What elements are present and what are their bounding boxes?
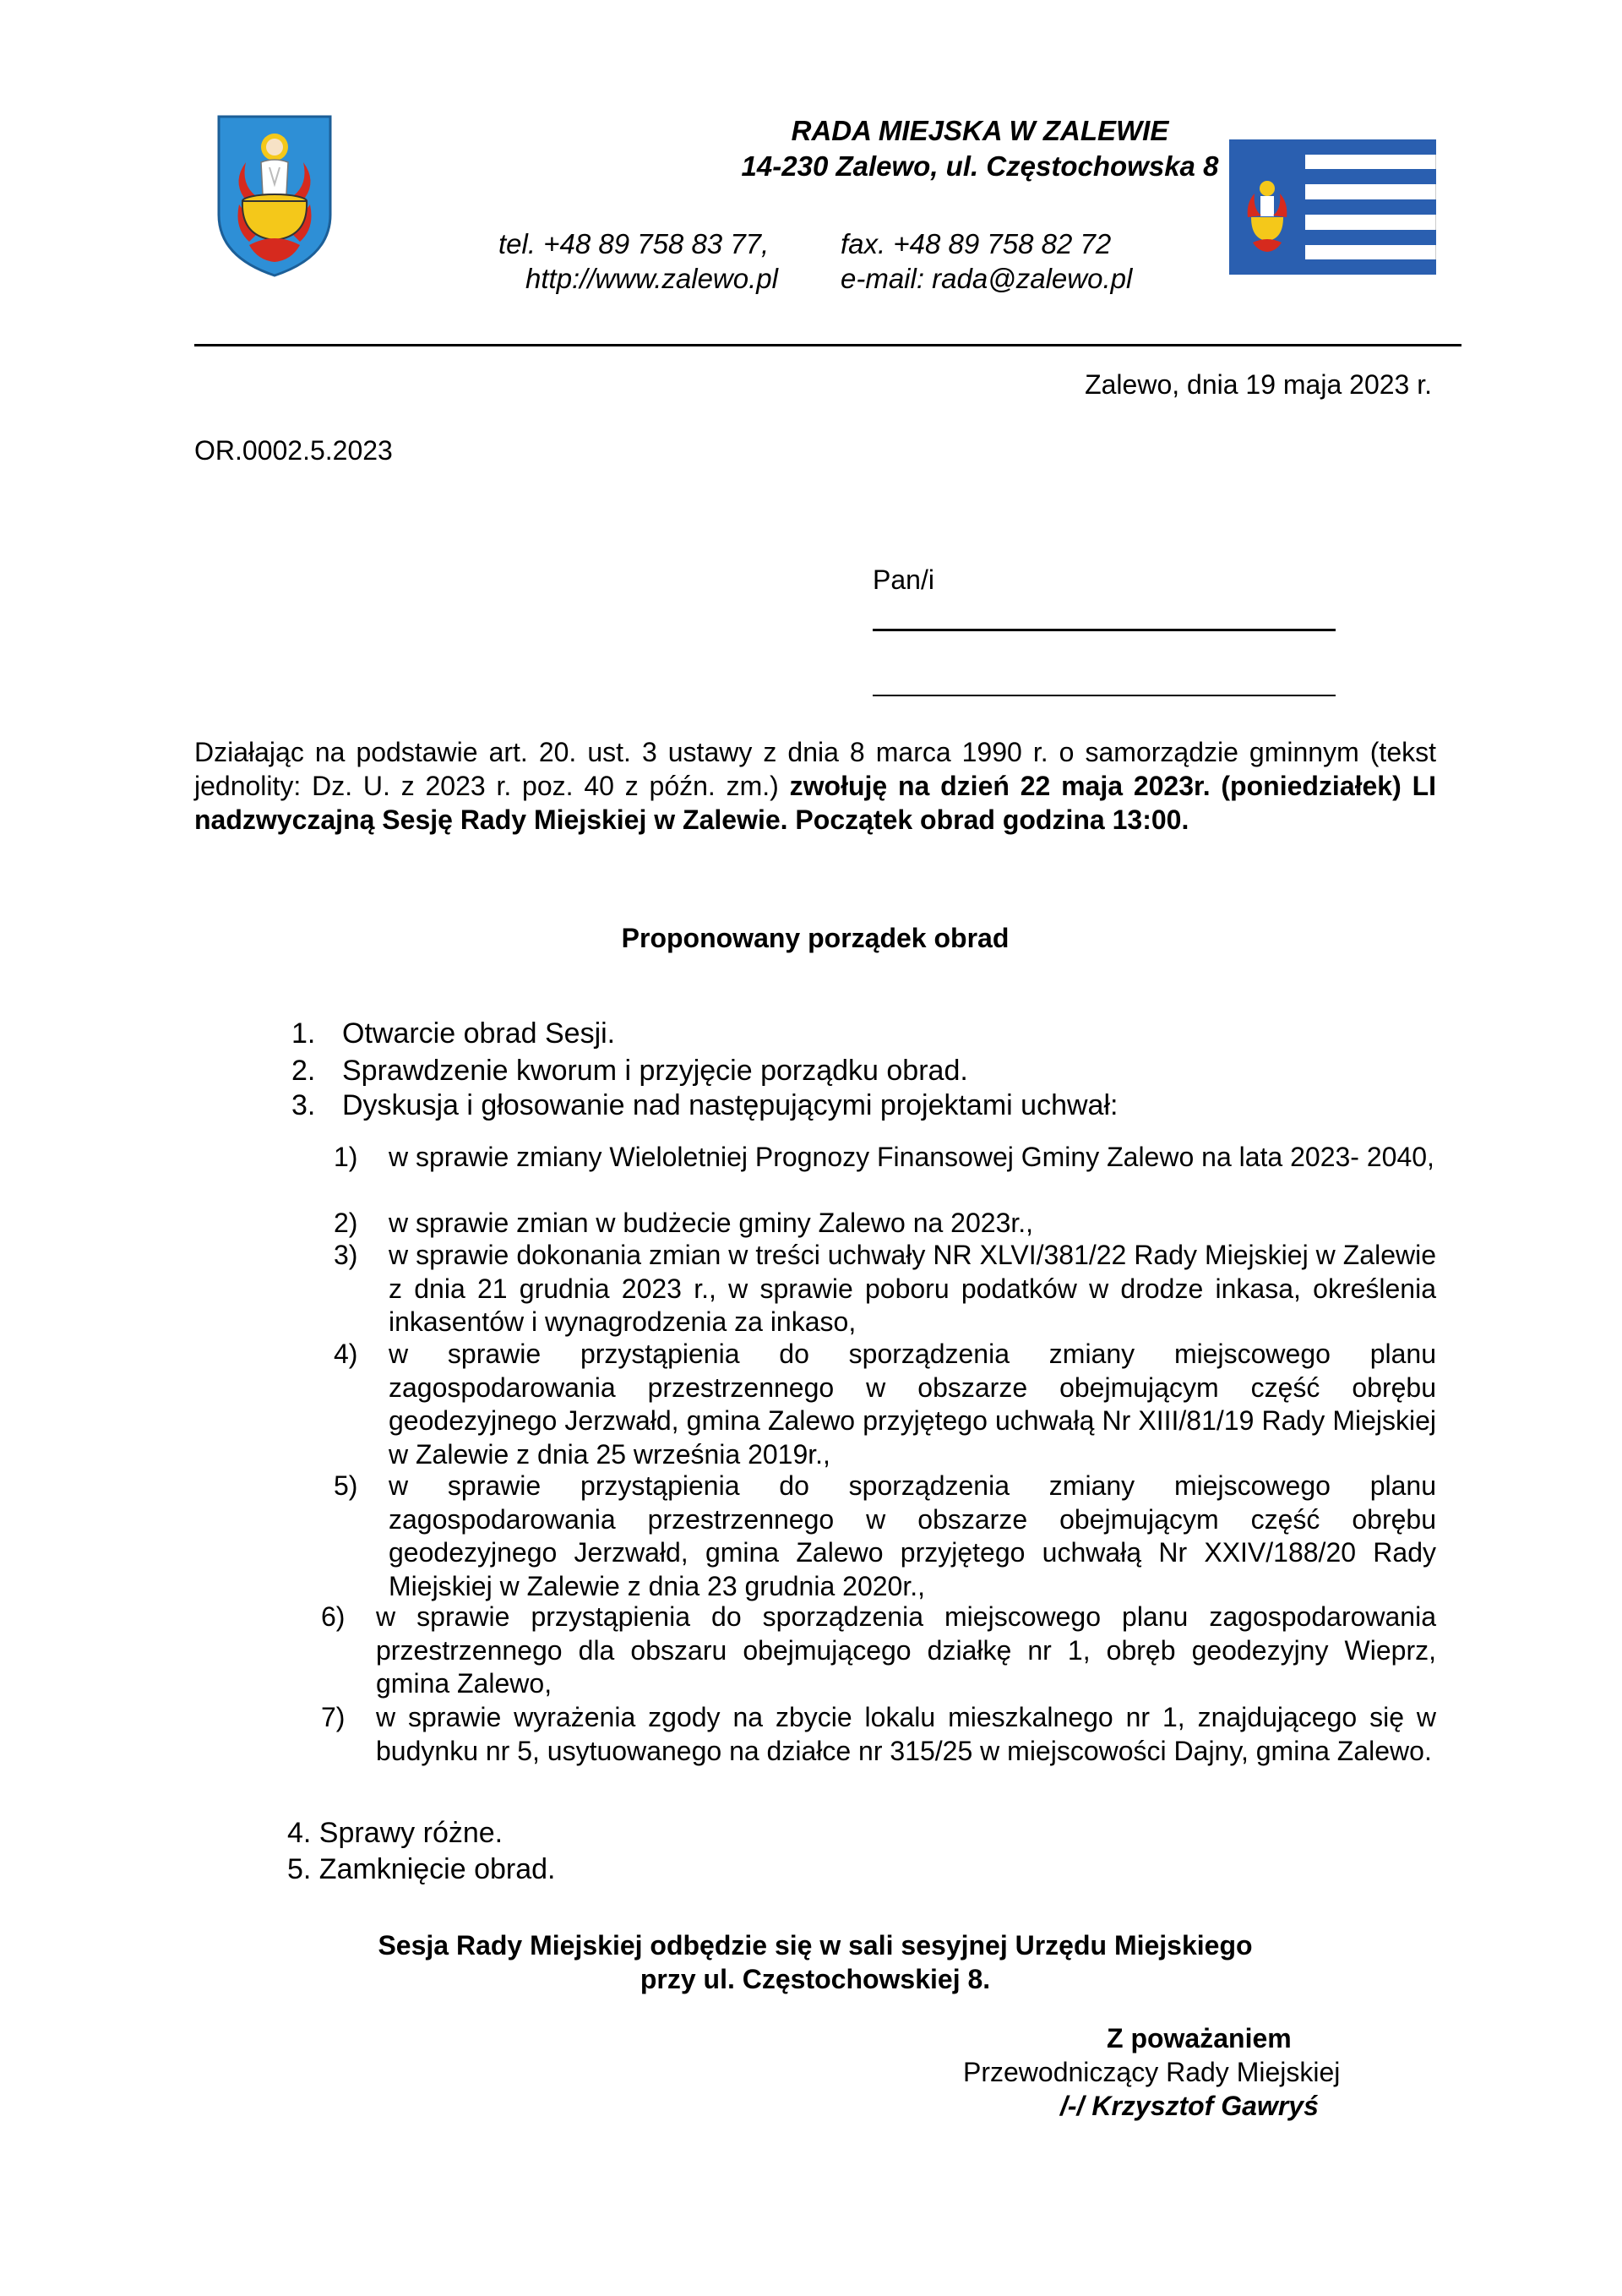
resolution-text: w sprawie wyrażenia zgody na zbycie lokalu mieszkalnego nr 1, znajdującego się w budynku nr 5, usytuowanego na działce nr 315/25 w miejscowości Dajny, gmina Zalewo. bbox=[376, 1702, 1436, 1766]
agenda-item-number: 3. bbox=[291, 1089, 316, 1121]
contact-fax: fax. +48 89 758 82 72 bbox=[841, 228, 1112, 259]
resolution-number: 3) bbox=[334, 1240, 358, 1270]
agenda-item-number: 1. bbox=[291, 1017, 316, 1050]
signatory-name: /-/ Krzysztof Gawryś bbox=[1060, 2091, 1319, 2121]
agenda-item bbox=[291, 1089, 1118, 1122]
resolution-number: 5) bbox=[334, 1470, 358, 1501]
regards-text: Z poważaniem bbox=[1107, 2023, 1292, 2053]
header-divider bbox=[194, 344, 1461, 346]
resolution-text: w sprawie przystąpienia do sporządzenia zmiany miejscowego planu zagospodarowania przestrzennego w obszarze obejmującym część obrębu geodezyjnego Jerzwałd, gmina Zalewo przyjętego uchwałą Nr XIII/81/19 Rady Miejskiej w Zalewie z dnia 25 września 2019r., bbox=[389, 1339, 1436, 1470]
resolution-number: 2) bbox=[334, 1208, 358, 1238]
contact-website: http://www.zalewo.pl bbox=[525, 263, 778, 294]
resolution-number: 1) bbox=[334, 1142, 358, 1172]
agenda-item bbox=[291, 1055, 968, 1088]
letter-date: Zalewo, dnia 19 maja 2023 r. bbox=[1085, 369, 1432, 400]
contact-email: e-mail: rada@zalewo.pl bbox=[841, 263, 1133, 294]
resolution-item bbox=[334, 1470, 1436, 1603]
session-location-line: przy ul. Częstochowskiej 8. bbox=[640, 1964, 991, 1994]
agenda-item-number: 2. bbox=[291, 1055, 316, 1087]
resolution-text: w sprawie zmian w budżecie gminy Zalewo na 2023r., bbox=[389, 1208, 1034, 1238]
agenda-item bbox=[291, 1017, 615, 1050]
reference-number: OR.0002.5.2023 bbox=[194, 435, 393, 466]
agenda-heading: Proponowany porządek obrad bbox=[621, 923, 1010, 953]
resolution-item bbox=[334, 1239, 1436, 1339]
agenda-item-text: Dyskusja i głosowanie nad następującymi projektami uchwał: bbox=[342, 1089, 1119, 1121]
signatory-title: Przewodniczący Rady Miejskiej bbox=[963, 2057, 1341, 2087]
addressee-label: Pan/i bbox=[873, 564, 934, 595]
resolution-text: w sprawie przystąpienia do sporządzenia zmiany miejscowego planu zagospodarowania przestrzennego w obszarze obejmującym część obrębu geodezyjnego Jerzwałd, gmina Zalewo przyjętego uchwałą Nr XXIV/188/20 Rady Miejskiej w Zalewie z dnia 23 grudnia 2020r., bbox=[389, 1470, 1436, 1601]
contact-phone: tel. +48 89 758 83 77, bbox=[498, 228, 770, 259]
session-location-line: Sesja Rady Miejskiej odbędzie się w sali sesyjnej Urzędu Miejskiego bbox=[378, 1930, 1253, 1961]
council-name: RADA MIEJSKA W ZALEWIE bbox=[791, 115, 1169, 146]
intro-paragraph bbox=[194, 735, 1436, 837]
agenda-item: 5. Zamknięcie obrad. bbox=[287, 1853, 556, 1885]
addressee-line bbox=[873, 695, 1336, 696]
agenda-item-text: Sprawdzenie kworum i przyjęcie porządku obrad. bbox=[342, 1055, 968, 1087]
resolution-text: w sprawie zmiany Wieloletniej Prognozy Finansowej Gminy Zalewo na lata 2023- 2040, bbox=[389, 1142, 1434, 1172]
agenda-item-text: Otwarcie obrad Sesji. bbox=[342, 1017, 616, 1050]
resolution-text: w sprawie dokonania zmian w treści uchwały NR XLVI/381/22 Rady Miejskiej w Zalewie z dnia 21 grudnia 2023 r., w sprawie poboru podatków w drodze inkasa, określenia inkasentów i wynagrodzenia za inkaso, bbox=[389, 1240, 1436, 1337]
resolution-number: 4) bbox=[334, 1339, 358, 1369]
addressee-line bbox=[873, 629, 1336, 631]
intro-bold-text: zwołuję na dzień 22 maja 2023r. (poniedziałek) LI nadzwyczajną Sesję Rady Miejskiej w Zalewie. Początek obrad godzina 13:00. bbox=[194, 771, 1437, 835]
zalewo-coat-of-arms-logo bbox=[215, 113, 334, 279]
resolution-text: w sprawie przystąpienia do sporządzenia miejscowego planu zagospodarowania przestrzennego dla obszaru obejmującego działkę nr 1, obręb geodezyjny Wieprz, gmina Zalewo, bbox=[376, 1601, 1436, 1699]
resolution-item bbox=[334, 1207, 1436, 1241]
agenda-item: 4. Sprawy różne. bbox=[287, 1817, 503, 1849]
intro-text: Działając na podstawie art. 20. ust. 3 ustawy z dnia 8 marca 1990 r. o samorządzie gminnym (tekst jednolity: Dz. U. z 2023 r. poz. 40 z późn. zm.) bbox=[194, 737, 1436, 801]
council-address: 14-230 Zalewo, ul. Częstochowska 8 bbox=[741, 150, 1219, 182]
session-location-note bbox=[194, 1928, 1436, 1996]
resolution-item bbox=[321, 1701, 1436, 1768]
resolution-item bbox=[334, 1141, 1436, 1175]
resolution-item bbox=[321, 1601, 1436, 1701]
resolution-item bbox=[334, 1338, 1436, 1471]
resolution-number: 6) bbox=[321, 1601, 346, 1632]
resolution-number: 7) bbox=[321, 1702, 346, 1732]
zalewo-flag-logo bbox=[1229, 139, 1436, 275]
